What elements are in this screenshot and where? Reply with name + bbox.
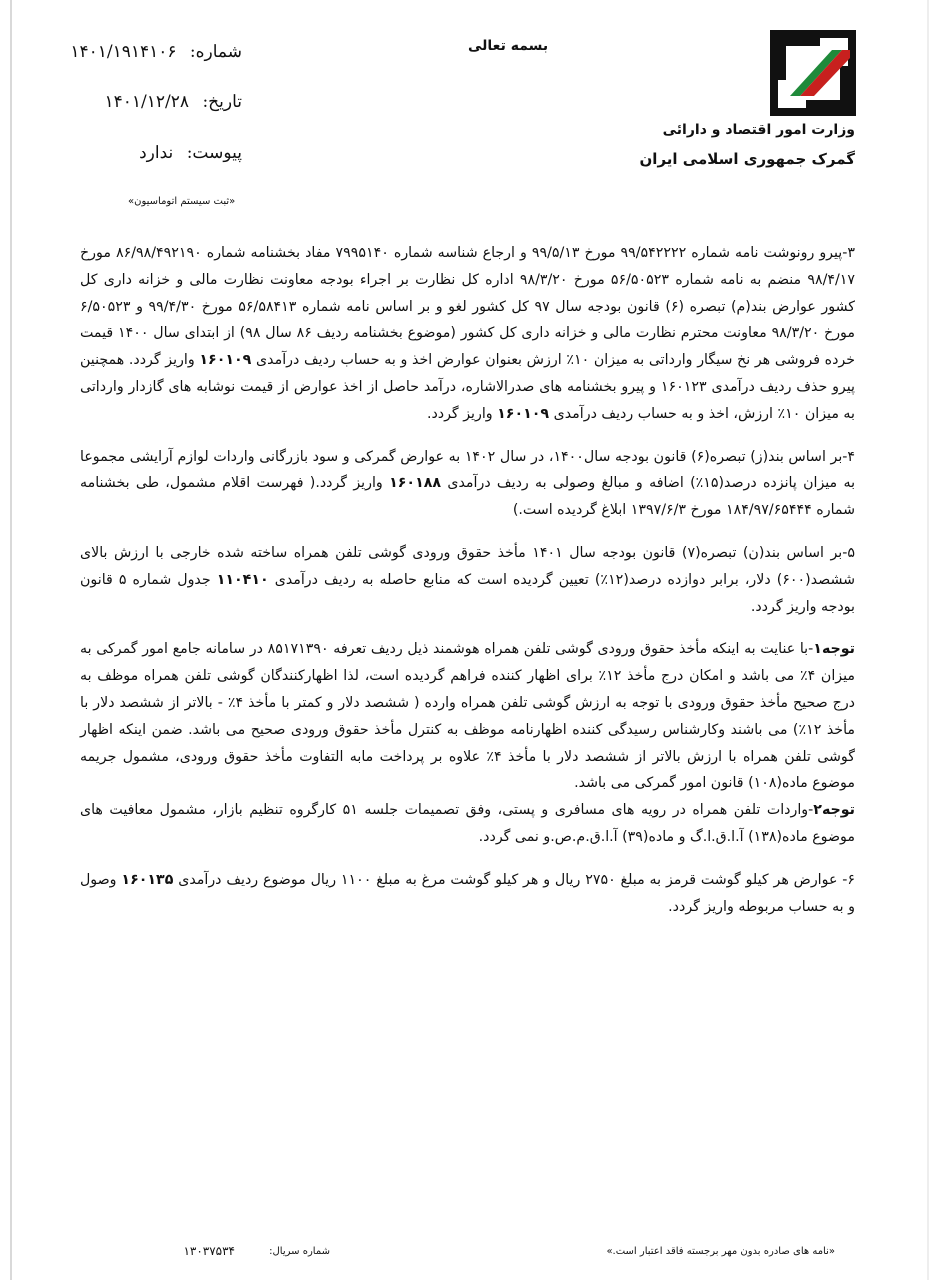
paragraph-6 [80, 867, 855, 921]
note-2-text: -واردات تلفن همراه در رویه های مسافری و پستی، وفق تصمیمات جلسه ۵۱ کارگروه تنظیم بازار، مشمول معافیت های موضوع ماده(۱۳۸) آ.ا.ق.ا.گ و ماده(۳۹) آ.ا.ق.م.ص.و نمی گردد. [80, 802, 855, 845]
paragraph-6-text: ۶- عوارض هر کیلو گوشت قرمز به مبلغ ۲۷۵۰ ریال و هر کیلو گوشت مرغ به مبلغ ۱۱۰۰ ریال موضوع ردیف درآمدی [178, 871, 855, 888]
letter-date-label: تاریخ: [202, 92, 242, 112]
automation-registration-note: «ثبت سیستم اتوماسیون» [128, 196, 236, 207]
footer-validity-note: «نامه های صادره بدون مهر برجسته فاقد اعتبار است.» [606, 1246, 835, 1257]
letter-number-label: شماره: [189, 42, 242, 62]
paragraph-4-text: ۴-بر اساس بند(ز) تبصره(۶) قانون بودجه سال۱۴۰۰، در سال ۱۴۰۲ به عوارض گمرکی و سود بازرگانی واردات لوازم آرایشی مجموعا به میزان پانزده درصد(۱۵٪) اضافه و مبالغ وصولی به ردیف درآمدی [80, 448, 856, 492]
note-2 [80, 797, 855, 851]
revenue-code: ۱۶۰۱۰۹ [199, 352, 252, 369]
note-2-label: توجه۲ [813, 802, 855, 819]
paragraph-3-mid: واریز گردد. همچنین پیرو حذف ردیف درآمدی ۱۶۰۱۲۳ و پیرو بخشنامه های صدرالاشاره، درآمد حاصل از اخذ عوارض از قیمت نوشابه های گازدار وارداتی به میزان ۱۰٪ ارزش، اخذ و به حساب ردیف درآمدی [80, 352, 855, 422]
note-1 [80, 636, 855, 797]
letter-date-value: ۱۴۰۱/۱۲/۲۸ [104, 92, 190, 112]
bismillah-heading: بسمه تعالی [468, 38, 549, 54]
revenue-code: ۱۶۰۱۳۵ [121, 871, 174, 888]
customs-name: گمرک جمهوری اسلامی ایران [639, 150, 855, 168]
paragraph-5-text: ۵-بر اساس بند(ن) تبصره(۷) قانون بودجه سال ۱۴۰۱ مأخذ حقوق ورودی گوشی تلفن همراه ساخته شده خارجی با ارزش بالای ششصد(۶۰۰) دلار، برابر دوازده درصد(۱۲٪) تعیین گردیده است که منابع حاصله به ردیف درآمدی [80, 544, 855, 588]
page-edge-right [927, 0, 929, 1280]
revenue-code: ۱۶۰۱۰۹ [497, 405, 550, 422]
letter-attachment-value: ندارد [139, 143, 174, 163]
paragraph-3 [80, 240, 855, 428]
letter-date [105, 92, 242, 112]
revenue-code: ۱۶۰۱۸۸ [389, 475, 442, 492]
paragraph-3-end: واریز گردد. [426, 405, 493, 422]
paragraph-5-end: جدول شماره ۵ قانون بودجه واریز گردد. [80, 571, 855, 615]
serial-number-value: ۱۳۰۳۷۵۳۴ [183, 1244, 235, 1258]
letter-attachment [139, 143, 242, 163]
revenue-code: ۱۱۰۴۱۰ [216, 571, 269, 588]
paragraph-4-end: واریز گردد.( فهرست اقلام مشمول، طی بخشنامه شماره ۱۸۴/۹۷/۶۵۴۴۴ مورخ ۱۳۹۷/۶/۳ ابلاغ گردیده است.) [80, 475, 855, 519]
paragraph-6-end: وصول و به حساب مربوطه واریز گردد. [80, 871, 855, 915]
page-edge-left [10, 0, 12, 1280]
letter-number [70, 42, 242, 62]
ministry-name: وزارت امور اقتصاد و دارائی [662, 122, 855, 138]
paragraph-5 [80, 540, 855, 620]
serial-number-label: شماره سریال: [269, 1246, 330, 1257]
note-1-label: توجه۱ [813, 641, 855, 658]
letter-attachment-label: پیوست: [186, 143, 242, 163]
letter-body [80, 240, 855, 920]
letter-number-value: ۱۴۰۱/۱۹۱۴۱۰۶ [70, 42, 177, 62]
customs-logo-icon [770, 30, 856, 116]
note-1-text: -با عنایت به اینکه مأخذ حقوق ورودی گوشی تلفن همراه هوشمند ذیل ردیف تعرفه ۸۵۱۷۱۳۹۰ در سامانه جامع امور گمرکی به میزان ۴٪ می باشد و امکان درج مأخذ ۱۲٪ برای اظهار کننده فراهم گردیده است، لذا اظهارکنندگان گوشی تلفن همراه موظف به درج صحیح مأخذ حقوق ورودی با توجه به ارزش گوشی تلفن همراه وارده ( ششصد دلار و کمتر با مأخذ ۴٪ - بالاتر از ششصد دلار با مأخذ ۱۲٪) می باشند وکارشناس رسیدگی کننده اظهارنامه موظف به کنترل مأخذ حقوق ورودی صحیح می باشد. ضمن اینکه اظهار گوشی تلفن همراه با ارزش بالاتر از ششصد دلار با مأخذ ۴٪ علاوه بر پرداخت مابه التفاوت مأخذ حقوق ورودی، مشمول جریمه موضوع ماده(۱۰۸) قانون امور گمرکی می باشد. [80, 641, 855, 792]
paragraph-4 [80, 444, 855, 524]
paragraph-3-text: ۳-پیرو رونوشت نامه شماره ۹۹/۵۴۲۲۲۲ مورخ ۹۹/۵/۱۳ و ارجاع شناسه شماره ۷۹۹۵۱۴۰ مفاد بخشنامه شماره ۸۶/۹۸/۴۹۲۱۹۰ مورخ ۹۸/۴/۱۷ منضم به نامه شماره ۵۶/۵۰۵۲۳ مورخ ۹۸/۳/۲۰ اداره کل نظارت بر اجراء بودجه معاونت نظارت مالی و خزانه داری کل کشور عوارض بند(م) تبصره (۶) قانون بودجه سال ۹۷ کل کشور لغو و بر اساس نامه شماره ۵۶/۵۸۴۱۳ مورخ ۹۹/۴/۳۰ و ۶/۵۰۵۲۳ مورخ ۹۸/۳/۲۰ معاونت محترم نظارت مالی و خزانه داری کل کشور (موضوع بخشنامه ردیف ۸۶ سال ۹۸) از ابتدای سال ۱۴۰۰ قیمت خرده فروشی هر نخ سیگار وارداتی به میزان ۱۰٪ ارزش بعنوان عوارض اخذ و به حساب ردیف درآمدی [80, 245, 856, 369]
